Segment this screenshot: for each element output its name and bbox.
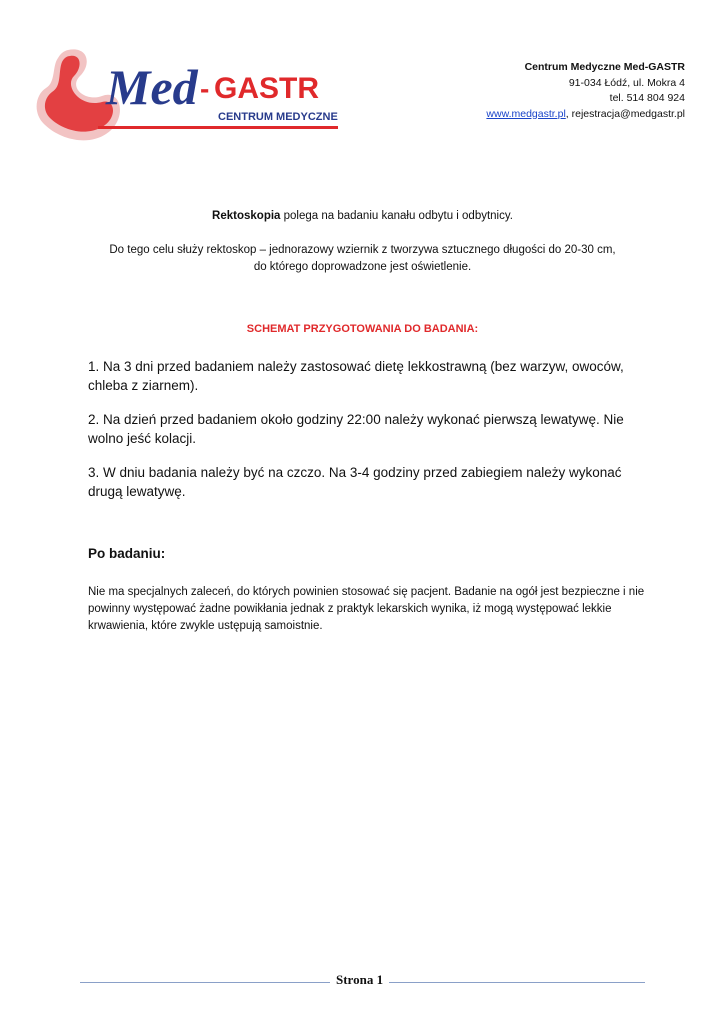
step-3-text: 3. W dniu badania należy być na czczo. Na 3-4 godziny przed zabiegiem należy wykonać drugą lewatywę.	[88, 465, 622, 499]
logo-med-text: Med	[106, 59, 198, 115]
contact-email: , rejestracja@medgastr.pl	[565, 107, 685, 120]
intro-definition	[60, 208, 665, 225]
step-2-text: 2. Na dzień przed badaniem około godziny 22:00 należy wykonać pierwszą lewatywę. Nie wolno jeść kolacji.	[88, 412, 624, 446]
after-exam-heading: Po badaniu:	[88, 546, 166, 561]
contact-org: Centrum Medyczne Med-GASTR	[524, 61, 685, 73]
contact-web-line	[486, 107, 685, 123]
page-number: Strona 1	[330, 972, 389, 988]
logo-graphic	[28, 42, 348, 142]
intro-description	[60, 242, 665, 276]
logo-underline	[98, 126, 338, 129]
contact-address: 91-034 Łódź, ul. Mokra 4	[568, 76, 685, 89]
step-item	[88, 410, 648, 448]
intro-definition-text: polega na badaniu kanału odbytu i odbytnicy.	[280, 210, 513, 222]
after-exam-text: Nie ma specjalnych zaleceń, do których powinien stosować się pacjent. Badanie na ogół jest bezpieczne i nie powinny występować żadne powikłania jednak z praktyk lekarskich wynika, iż mogą występować lekkie krwawienia, które zwykle ustępują samoistnie.	[88, 586, 645, 632]
logo-gastr-text: GASTR	[214, 72, 319, 105]
step-item	[88, 463, 648, 501]
intro-term: Rektoskopia	[212, 210, 281, 222]
intro-line-1: Do tego celu służy rektoskop – jednorazowy wziernik z tworzywa sztucznego długości do 20-30 cm,	[109, 244, 616, 256]
logo-dash: -	[200, 73, 210, 104]
contact-phone: tel. 514 804 924	[609, 92, 685, 104]
schedule-heading: SCHEMAT PRZYGOTOWANIA DO BADANIA:	[246, 323, 479, 335]
contact-block	[486, 60, 685, 122]
step-1-text: 1. Na 3 dni przed badaniem należy zastosować dietę lekkostrawną (bez warzyw, owoców, chleba z ziarnem).	[88, 359, 624, 393]
logo-subtitle: CENTRUM MEDYCZNE	[218, 111, 338, 123]
website-link[interactable]: www.medgastr.pl	[486, 107, 566, 120]
step-item	[88, 357, 648, 395]
med-gastr-logo	[28, 42, 348, 142]
intro-line-2: do którego doprowadzone jest oświetlenie.	[253, 261, 472, 273]
